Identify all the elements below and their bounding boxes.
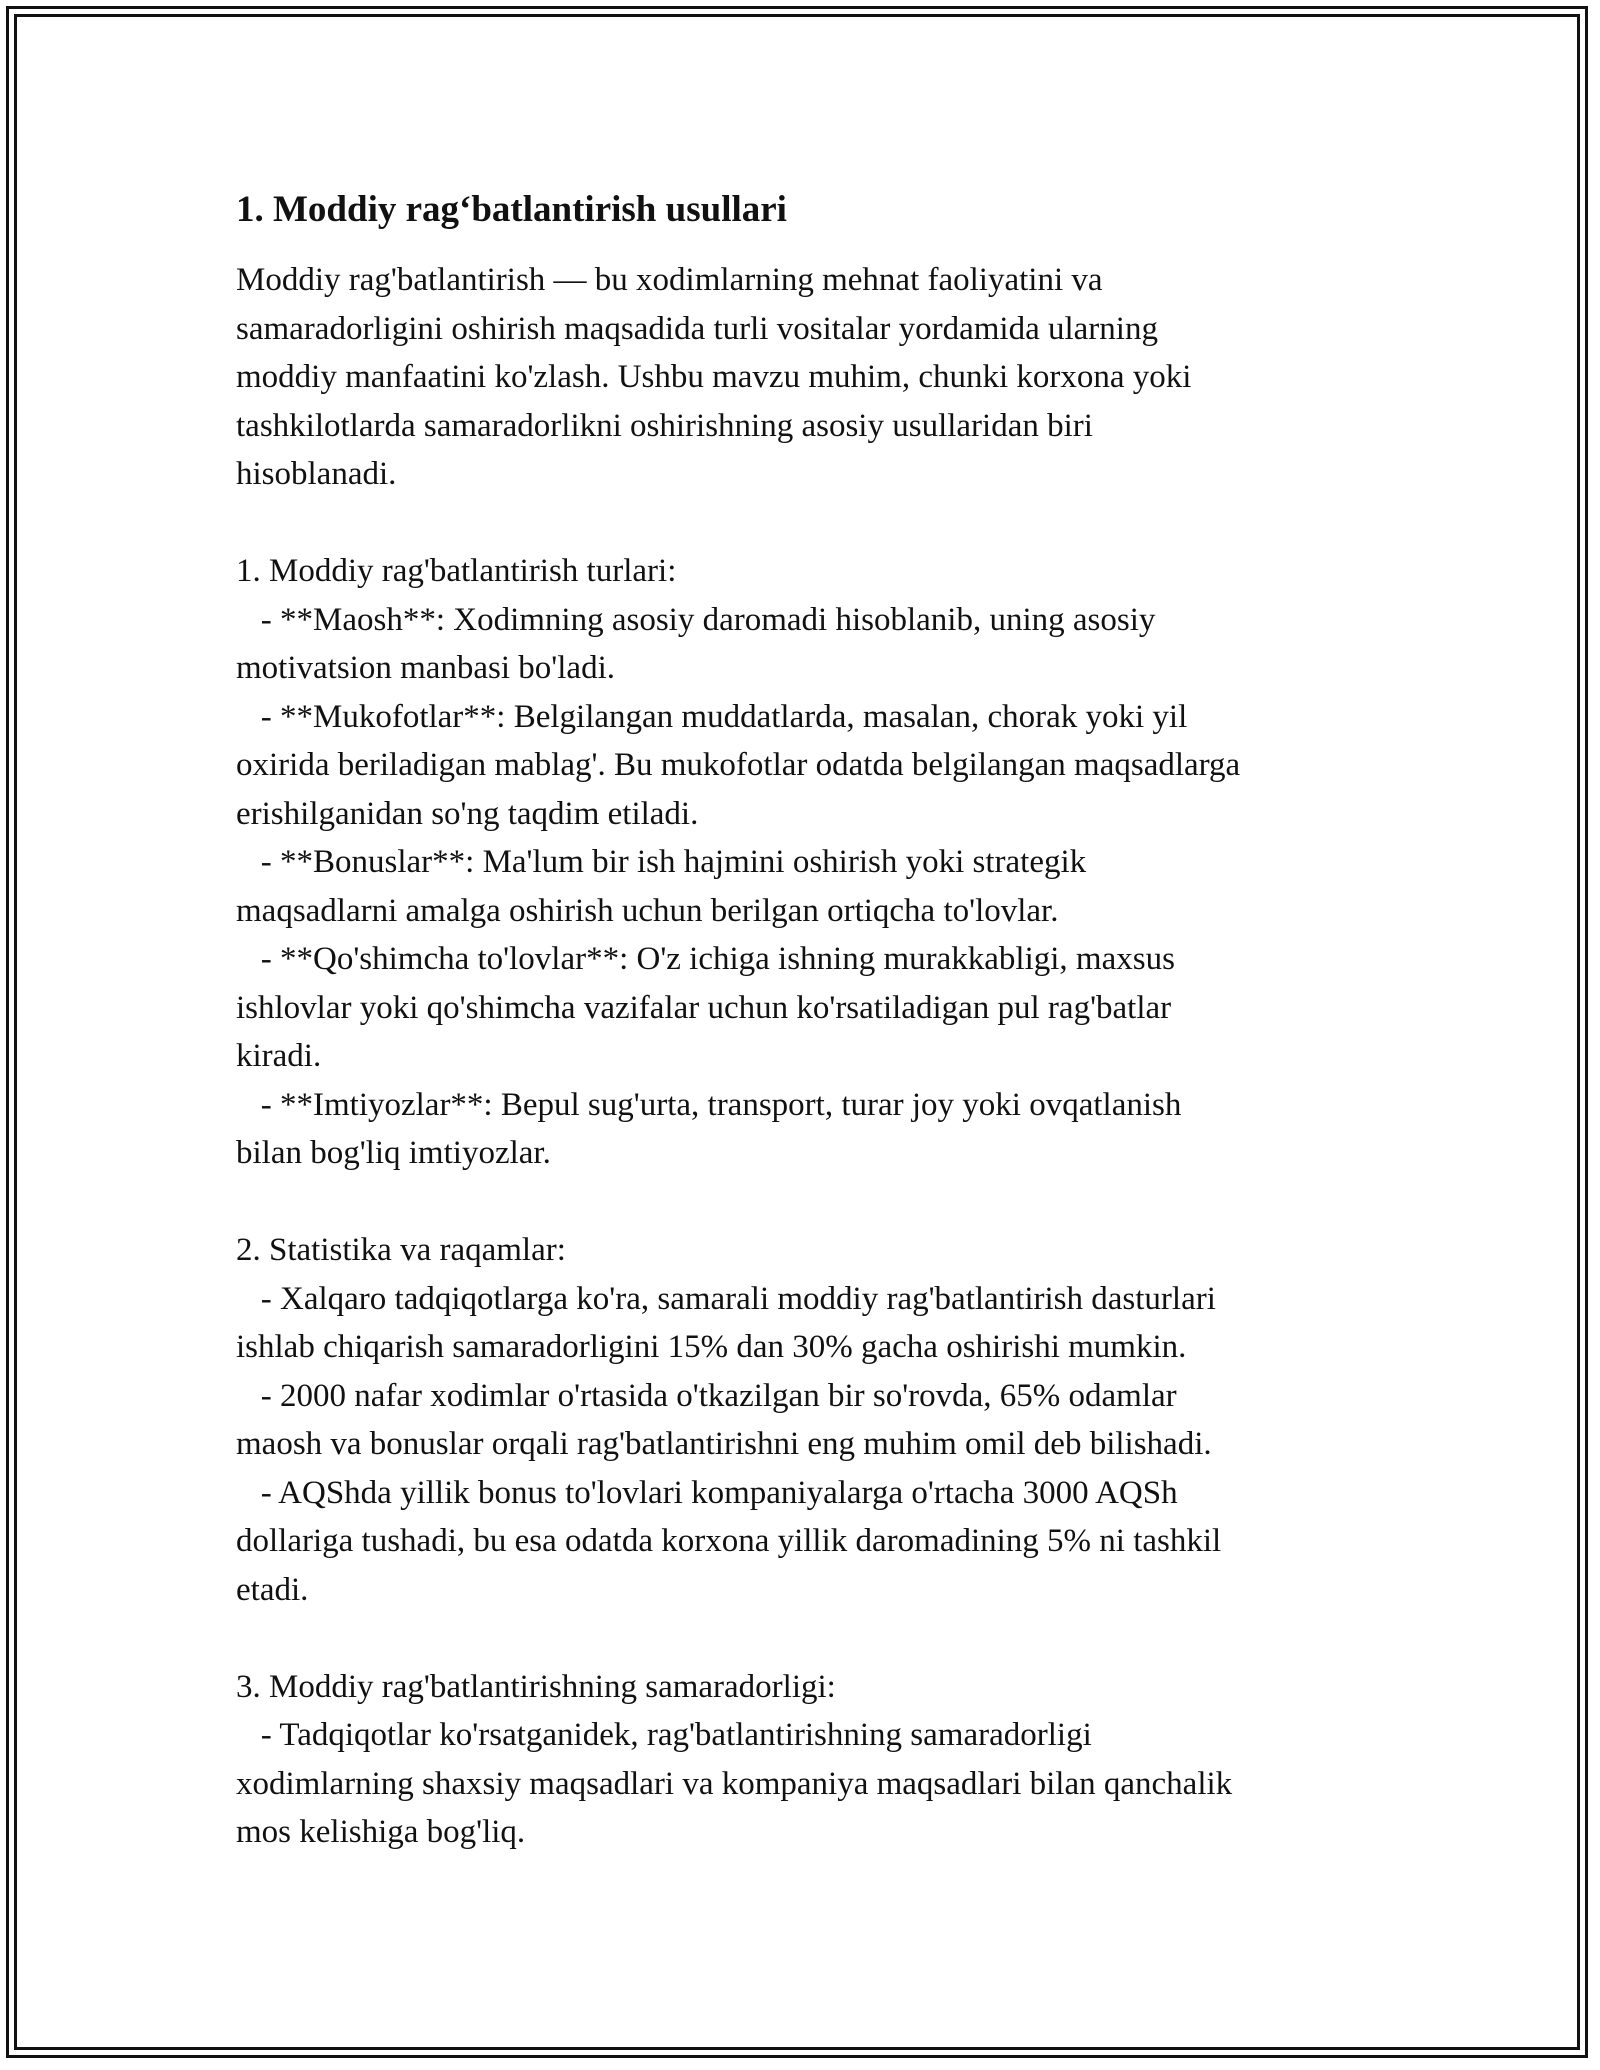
list-item: - **Bonuslar**: Ma'lum bir ish hajmini oshirish yoki strategik maqsadlarni amalga oshirish uchun berilgan ortiqcha to'lovlar. xyxy=(236,844,1087,929)
list-item: - 2000 nafar xodimlar o'rtasida o'tkazilgan bir so'rovda, 65% odamlar maosh va bonuslar orqali rag'batlantirishni eng muhim omil deb bilishadi. xyxy=(236,1377,1212,1462)
section-types xyxy=(236,547,1376,1178)
document-heading: 1. Moddiy rag‘batlantirish usullari xyxy=(236,189,787,230)
section-title: 3. Moddiy rag'batlantirishning samaradorligi: xyxy=(236,1668,836,1705)
list-item: - **Imtiyozlar**: Bepul sug'urta, transport, turar joy yoki ovqatlanish bilan bog'liq imtiyozlar. xyxy=(236,1086,1182,1171)
list-item: - **Mukofotlar**: Belgilangan muddatlarda, masalan, chorak yoki yil oxirida beriladigan mablag'. Bu mukofotlar odatda belgilangan maqsadlarga erishilganidan so'ng taqdim etiladi. xyxy=(236,698,1241,832)
section-effectiveness xyxy=(236,1663,1376,1857)
list-item: - Tadqiqotlar ko'rsatganidek, rag'batlantirishning samaradorligi xodimlarning shaxsiy maqsadlari va kompaniya maqsadlari bilan qanchalik mos kelishiga bog'liq. xyxy=(236,1717,1233,1850)
intro-paragraph: Moddiy rag'batlantirish — bu xodimlarning mehnat faoliyatini va samaradorligini oshirish maqsadida turli vositalar yordamida ularning moddiy manfaatini ko'zlash. Ushbu mavzu muhim, chunki korxona yoki tashkilotlarda samaradorlikni oshirishning asosiy usullaridan biri hisoblanadi. xyxy=(236,262,1192,492)
list-item: - **Qo'shimcha to'lovlar**: O'z ichiga ishning murakkabligi, maxsus ishlovlar yoki qo'shimcha vazifalar uchun ko'rsatiladigan pul rag'batlar kiradi. xyxy=(236,941,1175,1074)
section-title: 2. Statistika va raqamlar: xyxy=(236,1232,566,1268)
list-item: - Xalqaro tadqiqotlarga ko'ra, samarali moddiy rag'batlantirish dasturlari ishlab chiqarish samaradorligini 15% dan 30% gacha oshirishi mumkin. xyxy=(236,1280,1216,1365)
document-body xyxy=(236,186,1376,1857)
list-item: - **Maosh**: Xodimning asosiy daromadi hisoblanib, uning asosiy motivatsion manbasi bo'ladi. xyxy=(236,601,1156,686)
section-title: 1. Moddiy rag'batlantirish turlari: xyxy=(236,553,677,589)
section-statistics xyxy=(236,1226,1376,1614)
list-item: - AQShda yillik bonus to'lovlari kompaniyalarga o'rtacha 3000 AQSh dollariga tushadi, bu esa odatda korxona yillik daromadining 5% ni tashkil etadi. xyxy=(236,1474,1222,1608)
